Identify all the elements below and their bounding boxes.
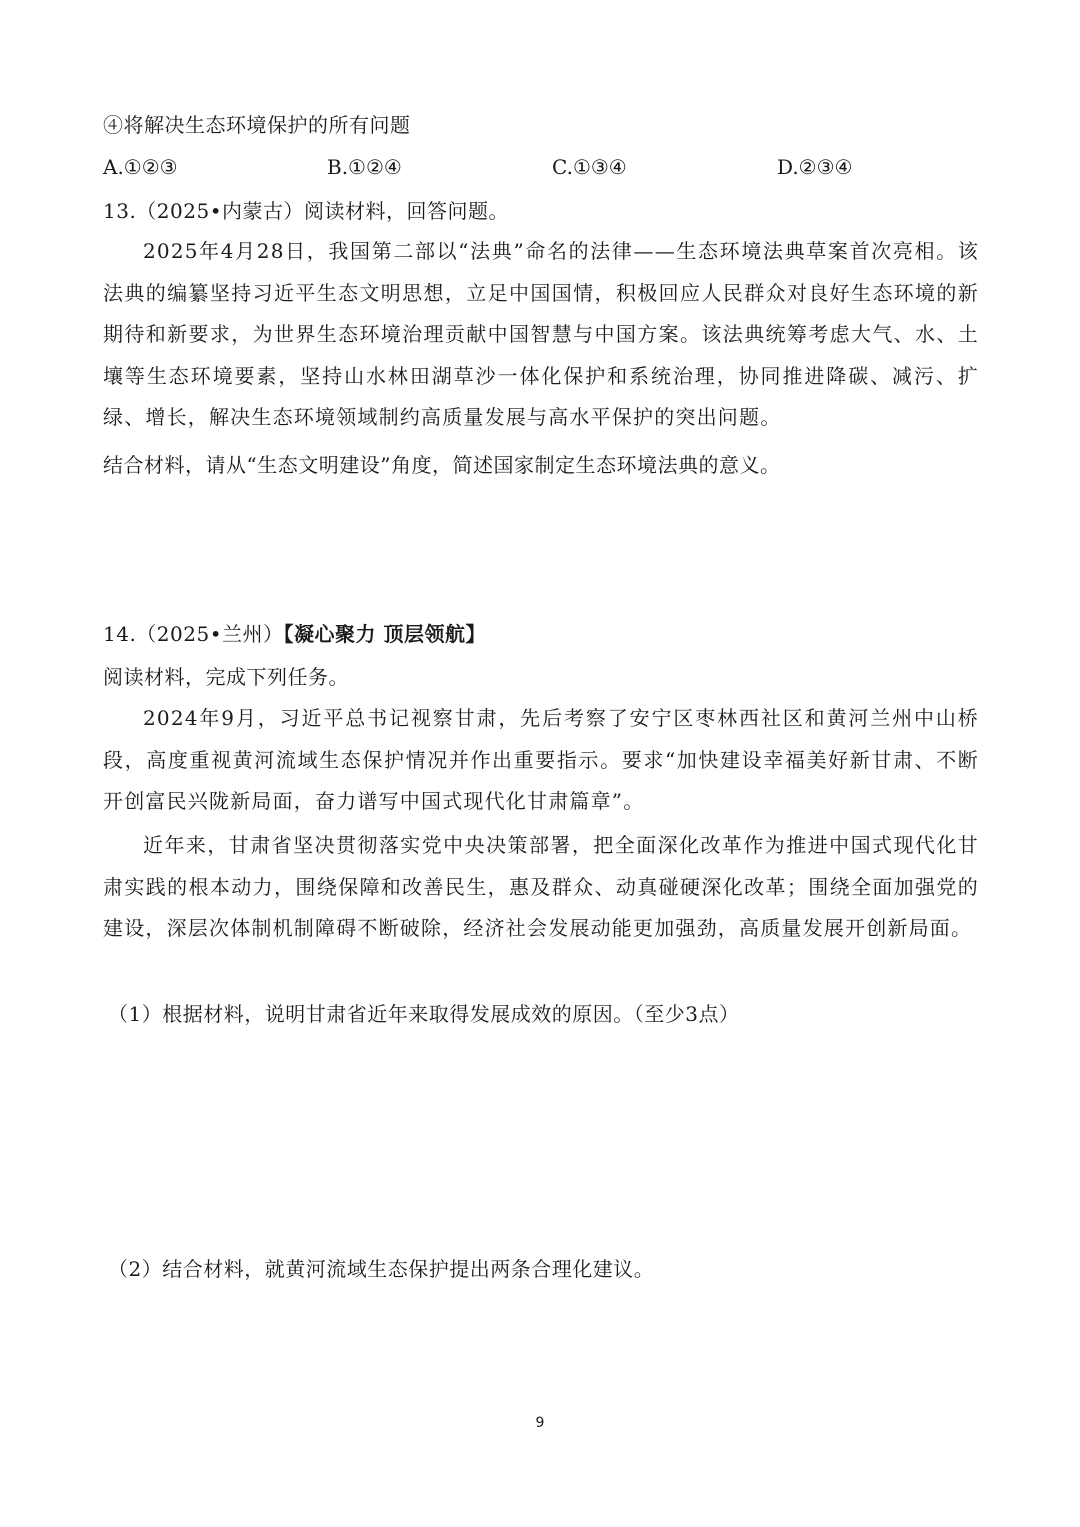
question-14-material-2: 近年来，甘肃省坚决贯彻落实党中央决策部署，把全面深化改革作为推进中国式现代化甘肃实践的根本动力，围绕保障和改善民生，惠及群众、动真碰硬深化改革；围绕全面加强党的建设，深层次体制机制障碍不断破除，经济社会发展动能更加强劲，高质量发展开创新局面。 xyxy=(103,833,979,940)
question-14-instruction: 阅读材料，完成下列任务。 xyxy=(103,665,349,689)
question-14-source: 14.（2025•兰州） xyxy=(103,622,284,646)
option-d: D.②③④ xyxy=(777,155,853,179)
question-14-sub-2: （2）结合材料，就黄河流域生态保护提出两条合理化建议。 xyxy=(108,1257,655,1281)
question-13-material: 2025年4月28日，我国第二部以“法典”命名的法律——生态环境法典草案首次亮相。该法典的编纂坚持习近平生态文明思想，立足中国国情，积极回应人民群众对良好生态环境的新期待和新要求，为世界生态环境治理贡献中国智慧与中国方案。该法典统筹考虑大气、水、土壤等生态环境要素，坚持山水林田湖草沙一体化保护和系统治理，协同推进降碳、减污、扩绿、增长，解决生态环境领域制约高质量发展与高水平保护的突出问题。 xyxy=(103,239,979,429)
question-14-title: 【凝心聚力 顶层领航】 xyxy=(283,622,486,646)
question-14-sub-1: （1）根据材料，说明甘肃省近年来取得发展成效的原因。（至少3点） xyxy=(108,1002,740,1026)
question-13-prompt: 结合材料，请从“生态文明建设”角度，简述国家制定生态环境法典的意义。 xyxy=(103,453,781,477)
question-13-header: 13.（2025•内蒙古）阅读材料，回答问题。 xyxy=(103,199,510,223)
question-14-material-1: 2024年9月，习近平总书记视察甘肃，先后考察了安宁区枣林西社区和黄河兰州中山桥段，高度重视黄河流域生态保护情况并作出重要指示。要求“加快建设幸福美好新甘肃、不断开创富民兴陇新局面，奋力谱写中国式现代化甘肃篇章”。 xyxy=(103,706,979,813)
page-number: 9 xyxy=(535,1415,545,1431)
option-c: C.①③④ xyxy=(552,155,627,179)
option-a: A.①②③ xyxy=(103,155,178,179)
prev-question-item-4: ④将解决生态环境保护的所有问题 xyxy=(103,113,411,137)
question-14-header xyxy=(103,620,486,648)
option-b: B.①②④ xyxy=(327,155,402,179)
